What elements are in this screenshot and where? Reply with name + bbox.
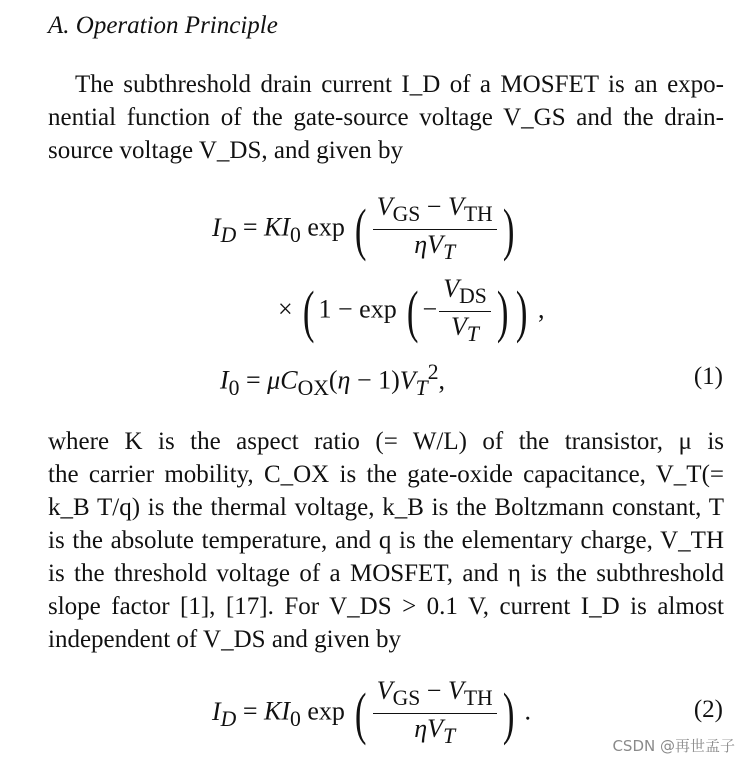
p2-line-1: where K is the aspect ratio (= W/L) of the transistor, μ is — [48, 428, 724, 455]
equation-2-number: (2) — [693, 696, 723, 723]
p2-line-4: is the absolute temperature, and q is the elementary charge, V_TH — [48, 527, 724, 554]
watermark: CSDN @再世孟子 — [612, 737, 735, 755]
paragraph-2 — [48, 425, 724, 656]
equation-1-line-2: × ( 1 − exp ( − $\frac{V_{DS}}{V_T}$ ) ) , — [278, 274, 545, 347]
p2-line-3: k_B T/q) is the thermal voltage, k_B is the Boltzmann constant, T — [48, 494, 724, 521]
equation-2: $I_D = KI_0$ exp ( $\frac{V_{GS} - V_{TH}}{\eta V_T}$ ) . — [212, 676, 532, 749]
section-heading: A. Operation Principle — [48, 12, 278, 39]
equation-1-number: (1) — [693, 363, 723, 390]
p2-line-5: is the threshold voltage of a MOSFET, and η is the subthreshold — [48, 560, 724, 587]
p2-line-2: the carrier mobility, C_OX is the gate-oxide capacitance, V_T(= — [48, 461, 724, 488]
paragraph-1 — [48, 68, 724, 167]
p2-line-7: independent of V_DS and given by — [48, 626, 401, 653]
p2-line-6: slope factor [1], [17]. For V_DS > 0.1 V, current I_D is almost — [48, 593, 724, 620]
p1-line-1: The subthreshold drain current I_D of a MOSFET is an expo- — [75, 71, 724, 98]
equation-1-line-3: $I_0 = \mu C_{OX}(\eta - 1)V_T^2$, — [220, 360, 446, 400]
p1-line-3: source voltage V_DS, and given by — [48, 137, 404, 164]
p1-line-2: nential function of the gate-source voltage V_GS and the drain- — [48, 104, 724, 131]
equation-1-line-1: $I_D = KI_0$ exp ( $\frac{V_{GS} - V_{TH}}{\eta V_T}$ ) — [212, 192, 515, 265]
